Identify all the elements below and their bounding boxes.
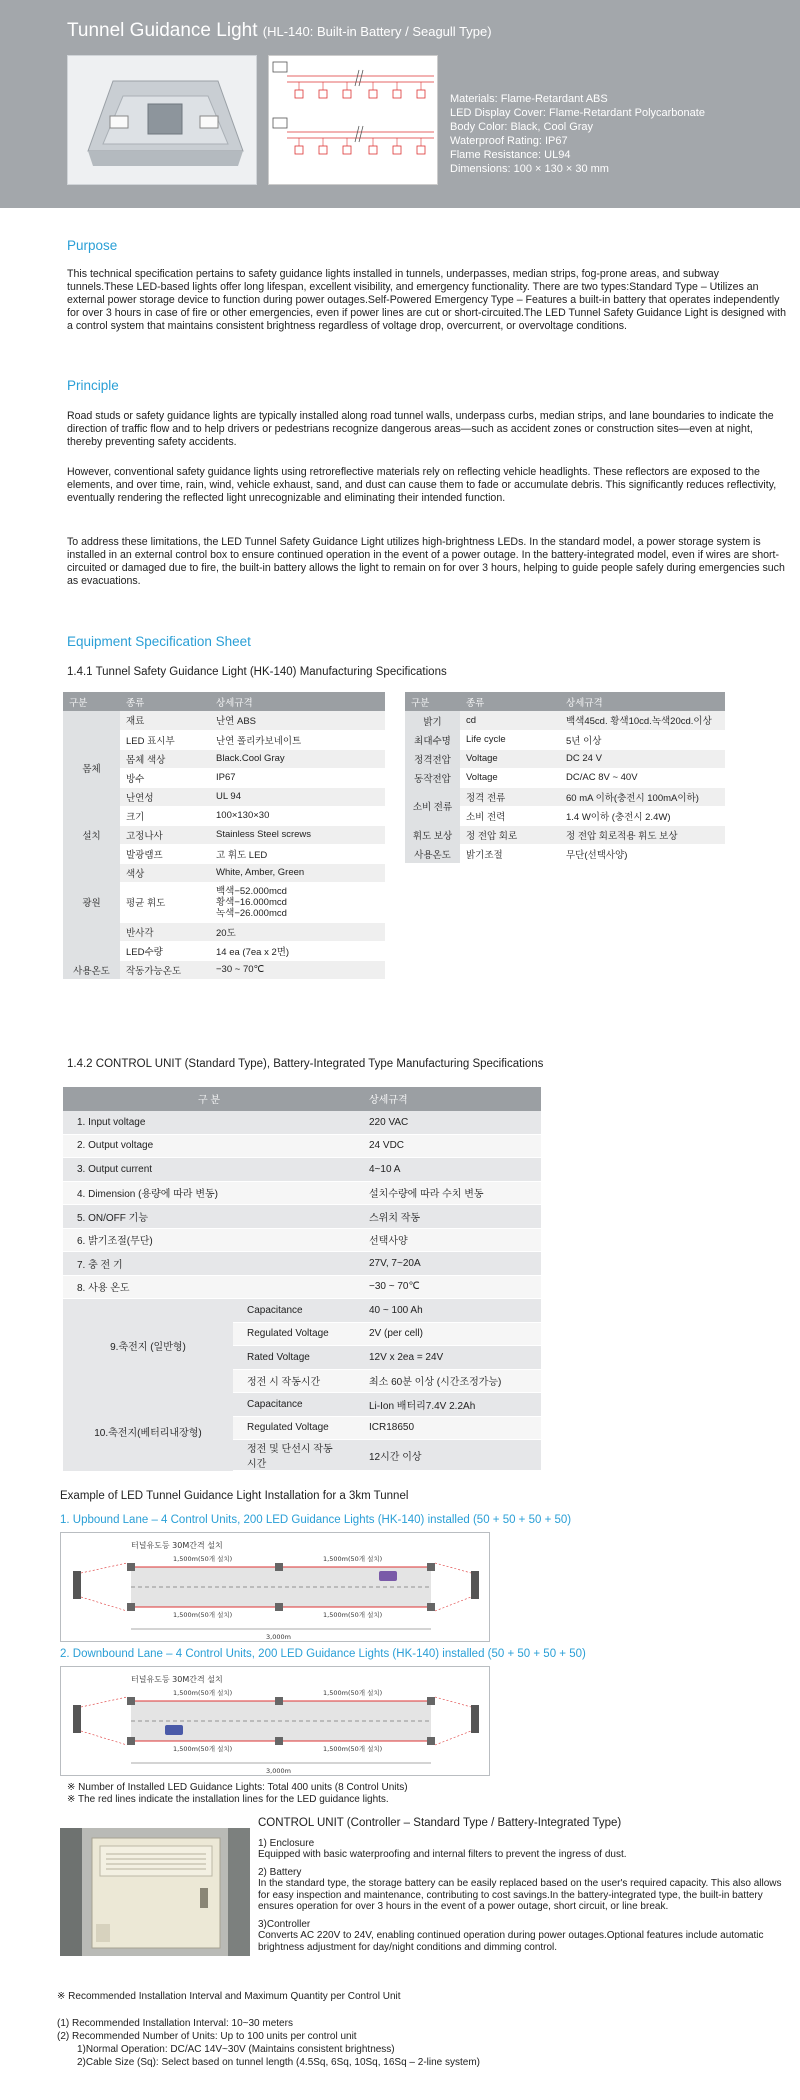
table-cell: 평균 휘도: [120, 882, 210, 922]
equipment-heading: Equipment Specification Sheet: [67, 634, 251, 649]
upbound-diagram: [60, 1532, 490, 1642]
table-header-row: [63, 1087, 541, 1111]
enclosure-title: 1) Enclosure: [258, 1837, 315, 1849]
table-cell: 반사각: [120, 922, 210, 941]
controller-title: 3)Controller: [258, 1918, 311, 1930]
table-cell: 백색−52.000mcd 황색−16.000mcd 녹색−26.000mcd: [210, 882, 385, 922]
control-unit-spec-title: 1.4.2 CONTROL UNIT (Standard Type), Battery-Integrated Type Manufacturing Specifications: [67, 1058, 544, 1070]
spec-cover: LED Display Cover: Flame-Retardant Polycarbonate: [450, 107, 705, 119]
header-spec-list: [450, 92, 705, 176]
segment-label: 1,500m(50개 설치): [323, 1611, 383, 1619]
table-cell: DC/AC 8V ~ 40V: [560, 768, 725, 787]
segment-label: 1,500m(50개 설치): [173, 1745, 233, 1753]
table-cell: 5. ON/OFF 기능: [63, 1205, 355, 1229]
table-cell: 14 ea (7ea x 2면): [210, 941, 385, 960]
control-unit-heading: CONTROL UNIT (Controller – Standard Type / Battery-Integrated Type): [258, 1817, 622, 1829]
total-length-label: 3,000m: [266, 1633, 291, 1641]
controller-block: [258, 1919, 788, 1954]
enclosure-text: Equipped with basic waterproofing and internal filters to prevent the ingress of dust.: [258, 1849, 627, 1860]
diagram-label: 터널유도등 30M간격 설치: [131, 1541, 223, 1550]
table-cell: −30 ~ 70℃: [355, 1275, 541, 1299]
table-cell: Li-Ion 배터리7.4V 2.2Ah: [355, 1393, 541, 1417]
table-row: [405, 768, 725, 787]
enclosure-block: [258, 1838, 788, 1861]
table-cell: 정 전압 회로적용 휘도 보상: [560, 825, 725, 844]
col-header-category: 구분: [63, 692, 120, 711]
table-cell: 작동가능온도: [120, 960, 210, 979]
segment-label: 1,500m(50개 설치): [323, 1689, 383, 1697]
col-header-detail: 상세규격: [355, 1087, 541, 1111]
table-cell: 6. 밝기조절(무단): [63, 1228, 355, 1252]
table-cell: 4. Dimension (용량에 따라 변동): [63, 1181, 355, 1205]
table-cell: Regulated Voltage: [233, 1322, 355, 1346]
segment-label: 1,500m(50개 설치): [173, 1689, 233, 1697]
battery-text: In the standard type, the storage battery can be easily replaced based on the user's required capacity. This also allows for easy inspection and maintenance, contributing to cost savings.In the battery-integrated type, the built-in battery ensures operation for over 3 hours in the event of a power outage, short circuit, or line break.: [258, 1878, 782, 1912]
table-row: [405, 749, 725, 768]
table-cell: White, Amber, Green: [210, 863, 385, 882]
spec-flame: Flame Resistance: UL94: [450, 149, 571, 161]
table-cell: 고 휘도 LED: [210, 844, 385, 863]
spec-color: Body Color: Black, Cool Gray: [450, 121, 594, 133]
table-cell: Stainless Steel screws: [210, 825, 385, 844]
wiring-diagram: [268, 55, 438, 185]
segment-label: 1,500m(50개 설치): [173, 1555, 233, 1563]
table-cell: 27V, 7~20A: [355, 1252, 541, 1276]
table-cell: 정전 시 작동시간: [233, 1369, 355, 1393]
table-cell: 7. 충 전 기: [63, 1252, 355, 1276]
table-cell: 12시간 이상: [355, 1440, 541, 1471]
guidance-light-spec-table: [63, 692, 385, 980]
group-cell: 정격전압: [405, 749, 460, 768]
footer-heading: ※ Recommended Installation Interval and Maximum Quantity per Control Unit: [57, 1991, 401, 2002]
table-cell: 스위치 작동: [355, 1205, 541, 1229]
upbound-caption: 1. Upbound Lane – 4 Control Units, 200 LED Guidance Lights (HK-140) installed (50 + 50 + 50 + 50): [60, 1514, 572, 1526]
table-cell: Rated Voltage: [233, 1346, 355, 1370]
table-cell: 220 VAC: [355, 1111, 541, 1135]
col-header-type: 종류: [120, 692, 210, 711]
table-cell: 설치수량에 따라 수치 변동: [355, 1181, 541, 1205]
table-cell: IP67: [210, 768, 385, 787]
table-cell: 12V x 2ea = 24V: [355, 1346, 541, 1370]
spec-waterproof: Waterproof Rating: IP67: [450, 135, 568, 147]
table-row: [63, 1158, 541, 1182]
table-cell: 백색45cd. 황색10cd.녹색20cd.이상: [560, 711, 725, 730]
table-cell: 40 ~ 100 Ah: [355, 1299, 541, 1323]
table-cell: 20도: [210, 922, 385, 941]
installation-title: Example of LED Tunnel Guidance Light Installation for a 3km Tunnel: [60, 1490, 409, 1502]
table-cell: 몸체 색상: [120, 749, 210, 768]
col-header-type: 종류: [460, 692, 560, 711]
table-cell: 4~10 A: [355, 1158, 541, 1182]
table-cell: 정 전압 회로: [460, 825, 560, 844]
table-cell: 난연 ABS: [210, 711, 385, 730]
spec-material: Materials: Flame-Retardant ABS: [450, 93, 608, 105]
table-cell: Life cycle: [460, 730, 560, 749]
table-row: [63, 1393, 541, 1417]
group-cell: 사용온도: [405, 844, 460, 863]
table-row: [63, 1134, 541, 1158]
col-header-category: 구분: [405, 692, 460, 711]
segment-label: 1,500m(50개 설치): [323, 1555, 383, 1563]
controller-text: Converts AC 220V to 24V, enabling continued operation during power outages.Optional features include automatic brightness adjustment for day/night conditions and dimming control.: [258, 1930, 764, 1953]
downbound-caption: 2. Downbound Lane – 4 Control Units, 200 LED Guidance Lights (HK-140) installed (50 + 50 + 50 + 50): [60, 1648, 586, 1660]
group-cell: 소비 전류: [405, 787, 460, 825]
table-cell: DC 24 V: [560, 749, 725, 768]
col-header-category: 구 분: [63, 1087, 355, 1111]
group-cell: 밝기: [405, 711, 460, 730]
table-cell: 1.4 W이하 (충전시 2.4W): [560, 806, 725, 825]
title-subtitle: (HL-140: Built-in Battery / Seagull Type): [262, 24, 492, 39]
guidance-light-spec-title: 1.4.1 Tunnel Safety Guidance Light (HK-140) Manufacturing Specifications: [67, 666, 447, 678]
table-cell: 정격 전류: [460, 787, 560, 806]
table-cell: Voltage: [460, 768, 560, 787]
guidance-light-performance-table: [405, 692, 725, 864]
table-cell: 8. 사용 온도: [63, 1275, 355, 1299]
table-cell: 정전 및 단선시 작동시간: [233, 1440, 355, 1471]
table-row: [63, 844, 385, 863]
table-cell: ICR18650: [355, 1416, 541, 1440]
table-cell: 선택사양: [355, 1228, 541, 1252]
title-main: Tunnel Guidance Light: [67, 20, 258, 41]
table-row: [63, 1252, 541, 1276]
table-cell: 100×130×30: [210, 806, 385, 825]
table-cell: 발광램프: [120, 844, 210, 863]
principle-paragraph-2: However, conventional safety guidance lights using retroreflective materials rely on reflecting vehicle headlights. These reflectors are exposed to the elements, and over time, rain, wind, vehicle exhaust, sand, and dust can cause them to fade or accumulate debris. This significantly reduces reflectivity, eventually rendering the reflected light unrecognizable and eliminating their intended function.: [67, 466, 777, 504]
table-cell: 난연 폴리카보네이트: [210, 730, 385, 749]
installation-notes: [67, 1782, 408, 1806]
table-cell: 재료: [120, 711, 210, 730]
col-header-detail: 상세규격: [210, 692, 385, 711]
table-row: [63, 1111, 541, 1135]
group-cell: 설치: [63, 825, 120, 844]
table-row: [405, 825, 725, 844]
footer-line: (2) Recommended Number of Units: Up to 100 units per control unit: [57, 2031, 357, 2042]
table-cell: 크기: [120, 806, 210, 825]
purpose-heading: Purpose: [67, 238, 118, 253]
table-row: [405, 711, 725, 730]
group-cell: 광원: [63, 844, 120, 960]
table-row: [405, 730, 725, 749]
group-cell: 9.축전지 (일반형): [63, 1299, 233, 1393]
table-cell: 60 mA 이하(충전시 100mA이하): [560, 787, 725, 806]
table-row: [63, 1275, 541, 1299]
downbound-diagram: [60, 1666, 490, 1776]
table-row: [63, 960, 385, 979]
table-cell: 2V (per cell): [355, 1322, 541, 1346]
note-total-units: ※ Number of Installed LED Guidance Lights: Total 400 units (8 Control Units): [67, 1782, 408, 1793]
table-cell: 난연성: [120, 787, 210, 806]
col-header-detail: 상세규격: [560, 692, 725, 711]
footer-line: 2)Cable Size (Sq): Select based on tunnel length (4.5Sq, 6Sq, 10Sq, 16Sq – 2-line system): [77, 2057, 481, 2068]
group-cell: 몸체: [63, 711, 120, 825]
table-row: [63, 1228, 541, 1252]
group-cell: 10.축전지(베터리내장형): [63, 1393, 233, 1471]
table-cell: 1. Input voltage: [63, 1111, 355, 1135]
table-cell: 24 VDC: [355, 1134, 541, 1158]
segment-label: 1,500m(50개 설치): [173, 1611, 233, 1619]
table-cell: 5년 이상: [560, 730, 725, 749]
battery-block: [258, 1867, 788, 1913]
table-cell: 무단(선택사양): [560, 844, 725, 863]
table-row: [405, 787, 725, 806]
footer-line: (1) Recommended Installation Interval: 10~30 meters: [57, 2018, 293, 2029]
segment-label: 1,500m(50개 설치): [323, 1745, 383, 1753]
group-cell: 동작전압: [405, 768, 460, 787]
table-row: [405, 844, 725, 863]
table-cell: −30 ~ 70℃: [210, 960, 385, 979]
group-cell: 최대수명: [405, 730, 460, 749]
principle-heading: Principle: [67, 378, 119, 393]
table-row: [63, 1205, 541, 1229]
table-cell: LED수량: [120, 941, 210, 960]
table-row: [63, 1181, 541, 1205]
table-cell: 방수: [120, 768, 210, 787]
table-cell: Regulated Voltage: [233, 1416, 355, 1440]
control-unit-spec-table: [63, 1087, 541, 1471]
purpose-text: This technical specification pertains to safety guidance lights installed in tunnels, underpasses, median strips, fog-prone areas, and subway tunnels.These LED-based lights offer long lifespan, excellent visibility, and emergency functionality. There are two types:Standard Type – Utilizes an external power storage device to function during power outages.Self-Powered Emergency Type – Features a built-in battery that operates independently for over 3 hours in case of fire or other emergencies, even if power lines are cut or short-circuited.The LED Tunnel Safety Guidance Light is designed with a control system that maintains consistent brightness regardless of voltage drop, overcurrent, or overvoltage conditions.: [67, 268, 786, 332]
product-photo: [67, 55, 257, 185]
principle-paragraph-1: Road studs or safety guidance lights are typically installed along road tunnel walls, underpass curbs, median strips, and lane boundaries to indicate the direction of traffic flow and to help drivers or pedestrians recognize dangerous areas—such as accident zones or construction sites—even at night, thereby preventing safety accidents.: [67, 410, 774, 448]
header-banner: [0, 0, 800, 208]
table-cell: Capacitance: [233, 1299, 355, 1323]
table-cell: Capacitance: [233, 1393, 355, 1417]
control-unit-description: [258, 1818, 788, 1959]
table-cell: LED 표시부: [120, 730, 210, 749]
total-length-label: 3,000m: [266, 1767, 291, 1775]
group-cell: 사용온도: [63, 960, 120, 979]
table-cell: cd: [460, 711, 560, 730]
spec-dimensions: Dimensions: 100 × 130 × 30 mm: [450, 163, 609, 175]
battery-title: 2) Battery: [258, 1866, 302, 1878]
page-title: [67, 20, 492, 42]
principle-paragraph-3: To address these limitations, the LED Tunnel Safety Guidance Light utilizes high-brightness LEDs. In the standard model, a power storage system is installed in an external control box to ensure continued operation in the event of a power outage. In the battery-integrated model, even if wires are short-circuited or damaged due to fire, the built-in battery allows the light to remain on for over 3 hours, helping to guide people safely during emergencies such as evacuations.: [67, 536, 785, 587]
table-cell: 소비 전력: [460, 806, 560, 825]
table-header-row: [63, 692, 385, 711]
table-row: [63, 825, 385, 844]
table-header-row: [405, 692, 725, 711]
group-cell: 휘도 보상: [405, 825, 460, 844]
table-cell: 3. Output current: [63, 1158, 355, 1182]
table-cell: Black.Cool Gray: [210, 749, 385, 768]
table-cell: 색상: [120, 863, 210, 882]
table-cell: 밝기조절: [460, 844, 560, 863]
table-row: [63, 1299, 541, 1323]
footer-line: 1)Normal Operation: DC/AC 14V~30V (Maintains consistent brightness): [77, 2044, 395, 2055]
table-row: [63, 711, 385, 730]
table-cell: 2. Output voltage: [63, 1134, 355, 1158]
table-cell: Voltage: [460, 749, 560, 768]
footer-notes: [57, 2017, 480, 2069]
diagram-label: 터널유도등 30M간격 설치: [131, 1675, 223, 1684]
table-cell: 고정나사: [120, 825, 210, 844]
table-cell: UL 94: [210, 787, 385, 806]
table-cell: 최소 60분 이상 (시간조정가능): [355, 1369, 541, 1393]
note-red-lines: ※ The red lines indicate the installation lines for the LED guidance lights.: [67, 1794, 389, 1805]
control-unit-photo: [60, 1828, 250, 1956]
